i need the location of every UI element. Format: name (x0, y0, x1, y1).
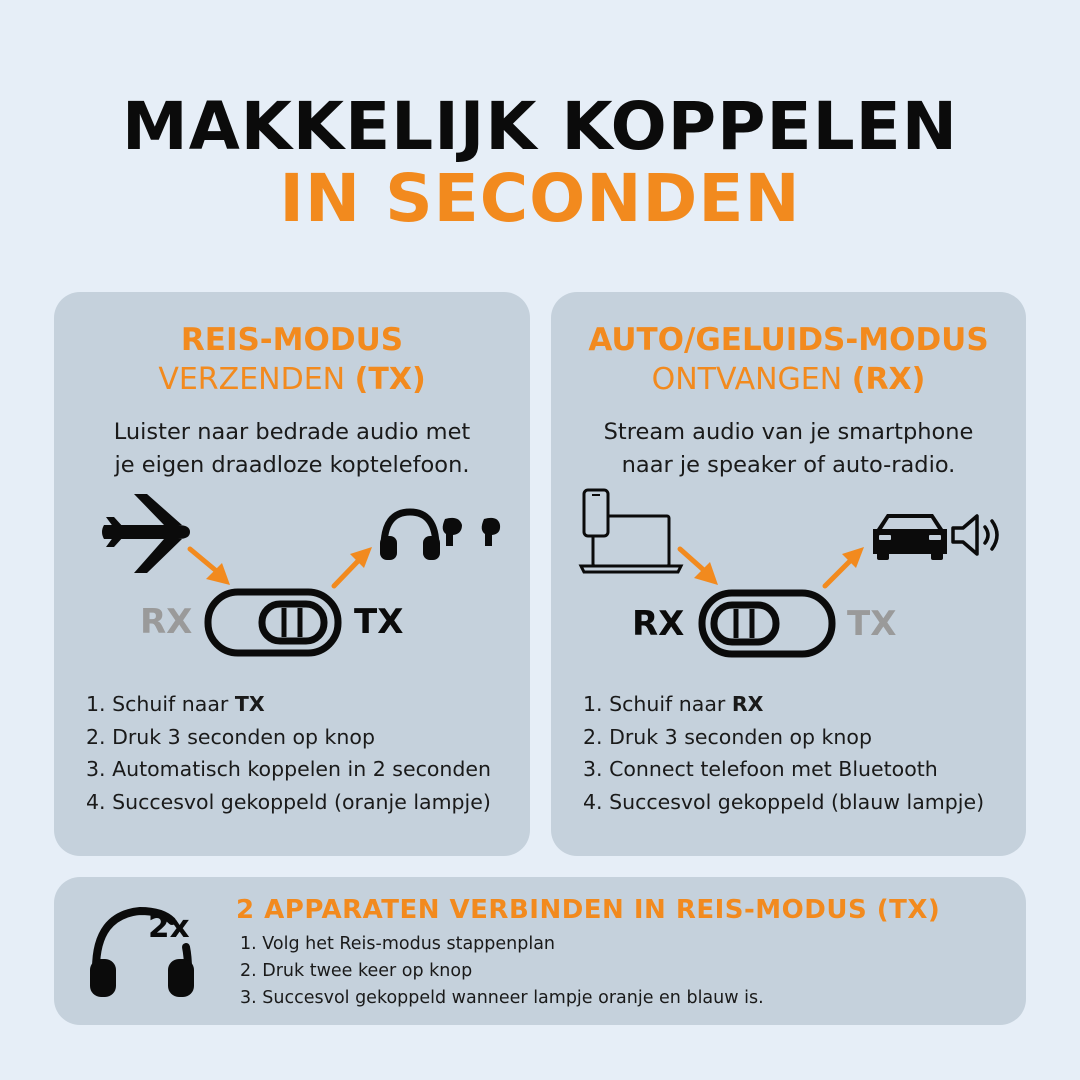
speaker-icon (953, 516, 997, 554)
travel-mode-title: REIS-MODUS (180, 322, 404, 358)
step-text: 1. Schuif naar (583, 692, 732, 716)
step-emphasis: TX (234, 692, 265, 716)
travel-mode-card (54, 292, 530, 856)
earbuds-icon (443, 518, 500, 546)
step-item: 3. Automatisch koppelen in 2 seconden (86, 757, 492, 781)
dual-device-steps (240, 931, 764, 1012)
switch-label-tx: TX (354, 602, 404, 642)
step-text: 1. Schuif naar (86, 692, 235, 716)
airplane-icon (102, 494, 190, 573)
car-mode-steps (583, 688, 984, 818)
car-icon (873, 514, 947, 560)
travel-mode-steps (86, 688, 491, 818)
dual-headphones-illustration (54, 877, 224, 1025)
switch-label-tx: TX (847, 604, 897, 644)
travel-mode-description-line-1: Luister naar bedrade audio met (113, 419, 471, 445)
switch-label-rx: RX (140, 602, 193, 642)
travel-mode-subtitle-text: VERZENDEN (158, 362, 355, 397)
car-mode-subtitle-text: ONTVANGEN (651, 362, 852, 397)
step-item: 4. Succesvol gekoppeld (oranje lampje) (86, 789, 491, 814)
smartphone-icon (584, 490, 608, 536)
headline-line-2: IN SECONDEN (279, 160, 801, 237)
car-mode-description-line-2: naar je speaker of auto-radio. (621, 452, 956, 478)
car-mode-card (551, 292, 1026, 856)
step-item: 1. Volg het Reis-modus stappenplan (240, 934, 556, 954)
step-item: 2. Druk 3 seconden op knop (86, 724, 375, 749)
step-item: 2. Druk 3 seconden op knop (583, 724, 872, 749)
dual-badge: 2x (148, 909, 190, 945)
arrow-icon (680, 549, 718, 585)
step-item: 4. Succesvol gekoppeld (blauw lampje) (583, 789, 985, 814)
dual-device-title: 2 APPARATEN VERBINDEN IN REIS-MODUS (TX) (236, 895, 941, 925)
switch-label-rx: RX (632, 604, 685, 644)
car-mode-code: (RX) (851, 362, 926, 397)
travel-mode-illustration (54, 292, 530, 682)
switch-icon (208, 592, 338, 653)
travel-mode-description-line-2: je eigen draadloze koptelefoon. (114, 452, 470, 478)
arrow-icon (334, 547, 372, 586)
step-emphasis: RX (731, 692, 764, 716)
car-mode-illustration (551, 292, 1026, 682)
step-item: 3. Connect telefoon met Bluetooth (583, 757, 938, 781)
headline-line-1: MAKKELIJK KOPPELEN (122, 88, 958, 165)
arrow-icon (825, 547, 864, 586)
step-item (583, 688, 984, 721)
car-mode-description-line-1: Stream audio van je smartphone (603, 419, 974, 445)
headphones-icon (380, 512, 440, 560)
step-item: 2. Druk twee keer op knop (240, 961, 473, 981)
arrow-icon (190, 549, 230, 585)
switch-icon (702, 593, 832, 654)
step-item: 3. Succesvol gekoppeld wanneer lampje oranje en blauw is. (240, 988, 764, 1008)
dual-device-card (54, 877, 1026, 1025)
travel-mode-code: (TX) (354, 362, 426, 397)
step-item (86, 688, 491, 721)
car-mode-title: AUTO/GELUIDS-MODUS (588, 322, 989, 358)
